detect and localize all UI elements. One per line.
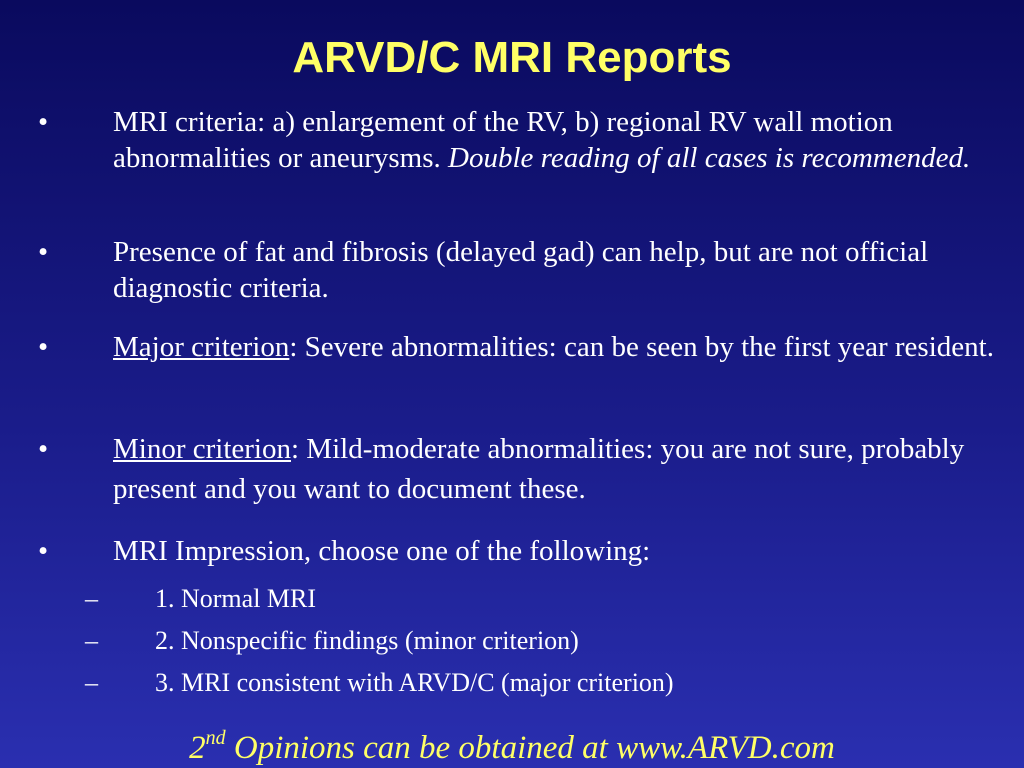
sub-item-consistent [85, 667, 985, 699]
bullet-text-plain: : Mild-moderate abnormalities: you are not sure, probably present and you want to document these. [113, 433, 965, 505]
slide-title: ARVD/C MRI Reports [292, 33, 732, 82]
bullet-icon: • [38, 535, 49, 567]
bullet-major-criterion [30, 329, 1000, 365]
major-criterion-label: Major criterion [113, 331, 290, 363]
bullet-text-plain: : Severe abnormalities: can be seen by the first year resident. [289, 331, 994, 363]
bullet-text [113, 429, 1000, 509]
bullet-icon: • [38, 331, 49, 363]
bullet-mri-impression [30, 533, 1000, 569]
bullet-text: Presence of fat and fibrosis (delayed gad) can help, but are not official diagnostic criteria. [113, 236, 929, 304]
footer-prefix: 2 [189, 730, 206, 766]
dash-icon: – [85, 668, 98, 697]
bullet-text-plain: MRI criteria: a) enlargement of the RV, b) regional RV wall motion abnormalities or aneurysms. [113, 106, 893, 174]
footer-note [0, 728, 1024, 768]
footer-text: Opinions can be obtained at www.ARVD.com [225, 730, 835, 766]
bullet-text: MRI Impression, choose one of the following: [113, 535, 651, 567]
sub-item-text: 1. Normal MRI [155, 584, 317, 613]
minor-criterion-label: Minor criterion [113, 433, 291, 465]
sub-item-text: 2. Nonspecific findings (minor criterion) [155, 626, 579, 655]
bullet-text-italic: Double reading of all cases is recommended. [448, 142, 971, 174]
bullet-text [113, 104, 1000, 176]
dash-icon: – [85, 626, 98, 655]
bullet-icon: • [38, 106, 49, 138]
sub-item-normal-mri [85, 583, 985, 615]
bullet-fat-fibrosis [30, 234, 1000, 306]
footer-superscript: nd [205, 727, 226, 749]
sub-item-nonspecific [85, 625, 985, 657]
bullet-icon: • [38, 433, 49, 465]
dash-icon: – [85, 584, 98, 613]
bullet-mri-criteria [30, 104, 1000, 176]
sub-item-text: 3. MRI consistent with ARVD/C (major criterion) [155, 668, 674, 697]
bullet-icon: • [38, 236, 49, 268]
bullet-minor-criterion [30, 429, 1000, 509]
bullet-text [113, 329, 1000, 365]
